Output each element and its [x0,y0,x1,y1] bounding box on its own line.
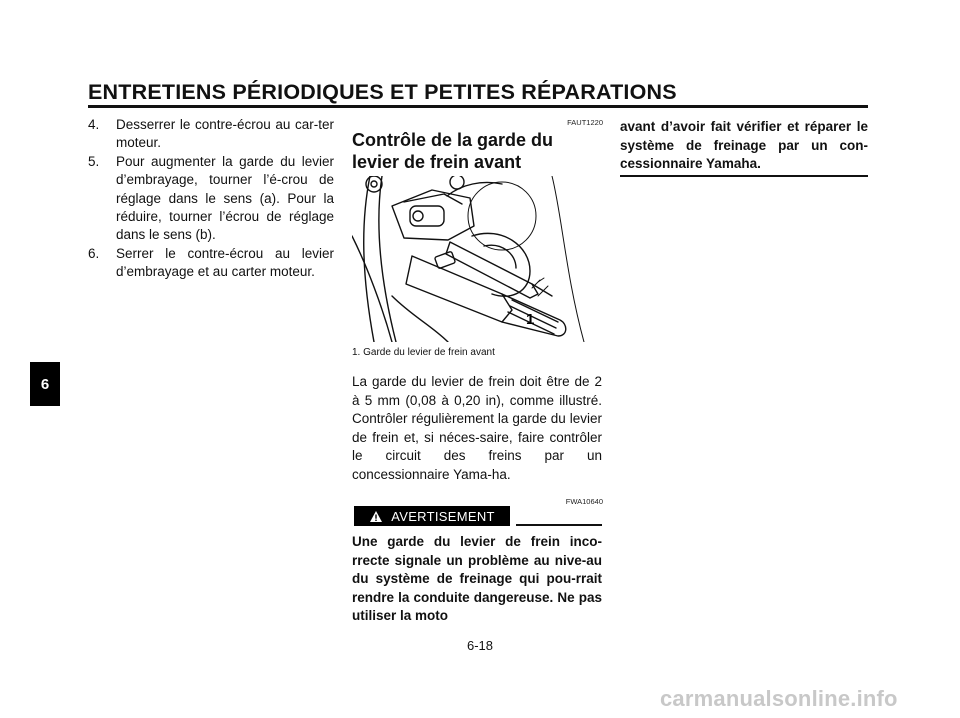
chapter-tab: 6 [30,362,60,406]
section-code: FAUT1220 [567,118,603,127]
list-item [88,245,334,282]
step-text: Serrer le contre-écrou au levier d’embrayage et au carter moteur. [116,245,334,280]
warning-label-box [354,506,510,526]
figure-caption: 1. Garde du levier de frein avant [352,347,495,358]
warning-continuation: avant d’avoir fait vérifier et réparer le système de freinage par un con-cessionnaire Yamaha. [620,119,868,172]
section-body: La garde du levier de frein doit être de 2 à 5 mm (0,08 à 0,20 in), comme illustré. Contrôler régulièrement la garde du levier de frein et, si néces-saire, faire contrôler le circuit des freins par un concessionnaire Yama-ha. [352,374,602,482]
step-number: 6. [88,245,100,261]
list-item [88,153,334,245]
brake-lever-figure [352,176,602,342]
warning-label: AVERTISEMENT [391,508,495,524]
warning-code: FWA10640 [565,497,603,506]
step-text: Pour augmenter la garde du levier d’embrayage, tourner l’é-crou de réglage dans le sens (a). Pour la réduire, tourner l’écrou de réglage dans le sens (b). [116,153,334,243]
warning-divider [516,524,602,526]
list-item [88,116,334,153]
page-number: 6-18 [466,638,494,653]
steps-list [88,116,334,282]
section-title: Contrôle de la garde du levier de frein avant [352,130,554,172]
figure-callout-label: 1 [526,311,535,328]
step-number: 4. [88,117,100,132]
warning-end-divider [620,175,868,177]
step-number: 5. [88,153,100,169]
warning-text: Une garde du levier de frein inco-rrecte signale un problème au nive-au du système de freinage qui pou-rrait rendre la conduite dangereuse. Ne pas utiliser la moto [352,534,602,624]
watermark: carmanualsonline.info [660,686,898,711]
warning-triangle-icon [369,510,383,523]
page-header-title: ENTRETIENS PÉRIODIQUES ET PETITES RÉPARATIONS [88,80,677,104]
header-divider [88,105,868,108]
step-text: Desserrer le contre-écrou au car-ter moteur. [116,117,334,151]
